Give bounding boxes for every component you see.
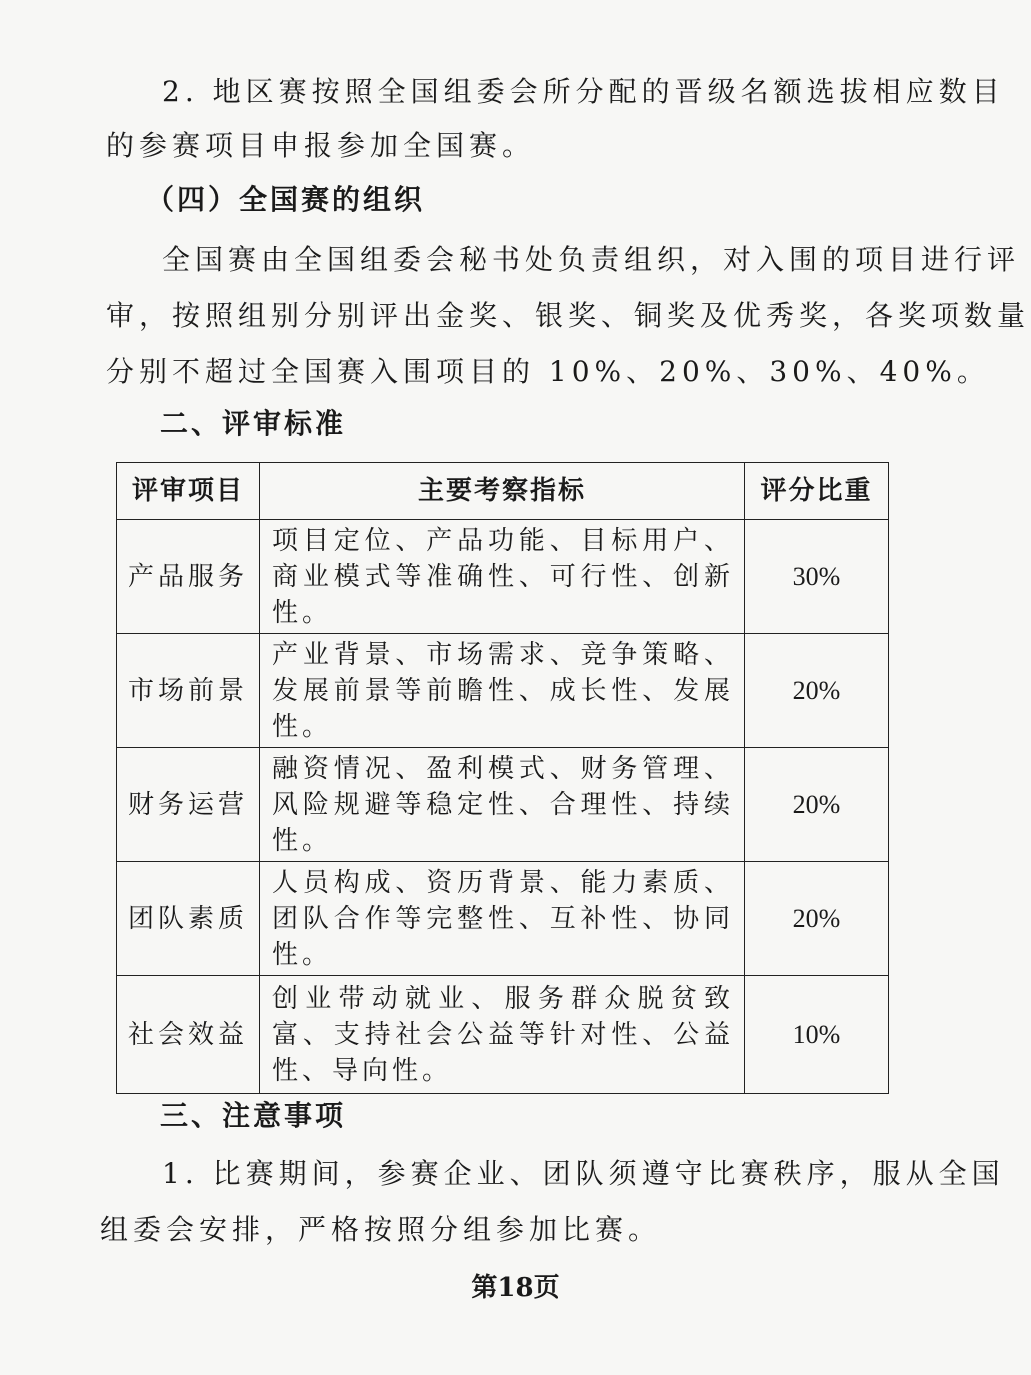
row-weight: 10%: [745, 976, 889, 1094]
section-heading-3: 三、注意事项: [160, 1099, 347, 1132]
row-item: 财务运营: [117, 748, 260, 862]
header-indicators: 主要考察指标: [260, 463, 745, 520]
row-weight: 30%: [745, 520, 889, 634]
table-row: [117, 862, 889, 976]
paragraph-line: 审，按照组别分别评出金奖、银奖、铜奖及优秀奖，各奖项数量: [106, 299, 1031, 332]
table-row: [117, 976, 889, 1094]
row-weight: 20%: [745, 634, 889, 748]
row-indicators: 产业背景、市场需求、竞争策略、发展前景等前瞻性、成长性、发展性。: [260, 634, 745, 748]
row-item: 社会效益: [117, 976, 260, 1094]
paragraph-line: 2. 地区赛按照全国组委会所分配的晋级名额选拔相应数目: [162, 75, 1005, 108]
table-row: [117, 748, 889, 862]
table-row: [117, 520, 889, 634]
table-header-row: [117, 463, 889, 520]
row-weight: 20%: [745, 748, 889, 862]
row-indicators: 项目定位、产品功能、目标用户、商业模式等准确性、可行性、创新性。: [260, 520, 745, 634]
row-indicators: 人员构成、资历背景、能力素质、团队合作等完整性、互补性、协同性。: [260, 862, 745, 976]
page-number: 第18页: [471, 1273, 560, 1303]
table-row: [117, 634, 889, 748]
section-heading-2: 二、评审标准: [160, 407, 347, 440]
criteria-table: [116, 462, 889, 1094]
row-weight: 20%: [745, 862, 889, 976]
header-weight: 评分比重: [745, 463, 889, 520]
paragraph-line: 分别不超过全国赛入围项目的 10%、20%、30%、40%。: [106, 355, 990, 388]
paragraph-line: 的参赛项目申报参加全国赛。: [106, 129, 536, 162]
paragraph-line: 组委会安排，严格按照分组参加比赛。: [100, 1213, 662, 1246]
header-item: 评审项目: [117, 463, 260, 520]
paragraph-line: 1. 比赛期间，参赛企业、团队须遵守比赛秩序，服从全国: [162, 1157, 1005, 1190]
row-item: 产品服务: [117, 520, 260, 634]
section-heading-4: （四）全国赛的组织: [146, 183, 426, 216]
paragraph-line: 全国赛由全国组委会秘书处负责组织，对入围的项目进行评: [162, 243, 1021, 276]
row-indicators: 融资情况、盈利模式、财务管理、风险规避等稳定性、合理性、持续性。: [260, 748, 745, 862]
row-indicators: 创业带动就业、服务群众脱贫致富、支持社会公益等针对性、公益性、导向性。: [260, 976, 745, 1094]
row-item: 市场前景: [117, 634, 260, 748]
row-item: 团队素质: [117, 862, 260, 976]
